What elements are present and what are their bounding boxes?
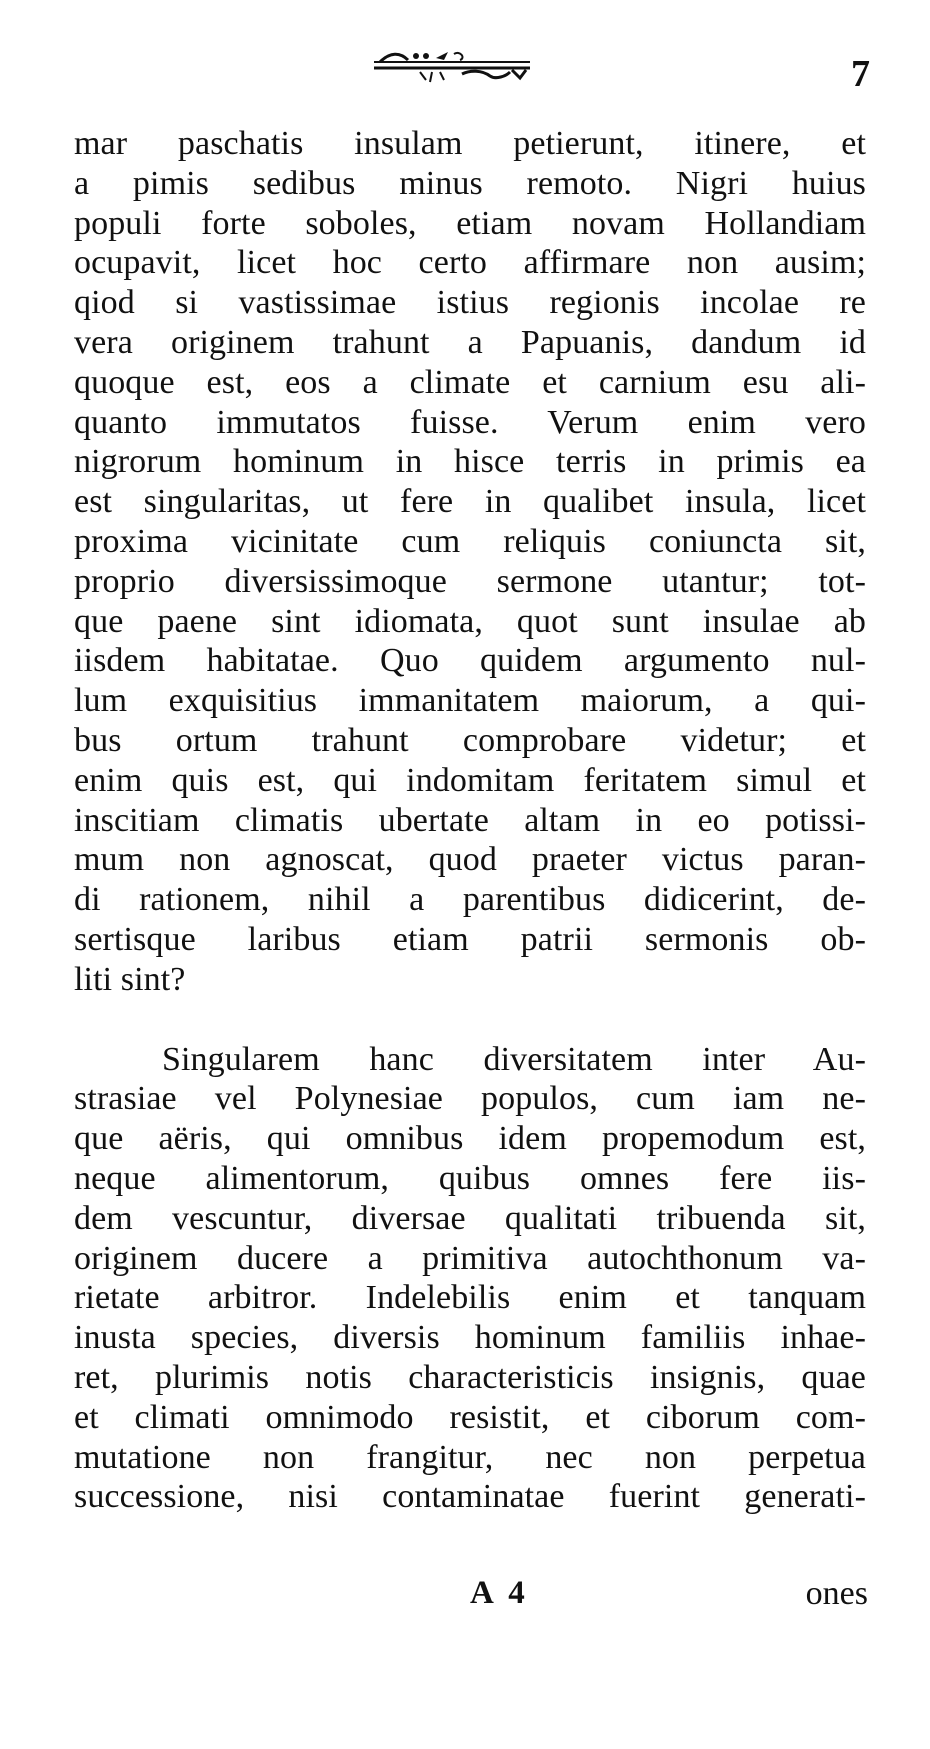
catchword: ones <box>805 1575 868 1612</box>
text-line: nigrorum hominum in hisce terris in primis ea <box>74 443 866 481</box>
text-line: dem vescuntur, diversae qualitati tribuenda sit, <box>74 1199 866 1237</box>
paragraph-gap <box>74 1000 866 1040</box>
text-line: iisdem habitatae. Quo quidem argumento nul- <box>74 642 866 680</box>
text-line: inusta species, diversis hominum familiis inhae- <box>74 1319 866 1357</box>
text-line: mutatione non frangitur, nec non perpetua <box>74 1438 866 1476</box>
text-line: neque alimentorum, quibus omnes fere iis- <box>74 1159 866 1197</box>
text-line: quanto immutatos fuisse. Verum enim vero <box>74 403 866 441</box>
paragraph-2 <box>74 1040 866 1518</box>
text-line: mar paschatis insulam petierunt, itinere, et <box>74 125 866 162</box>
text-line: rietate arbitror. Indelebilis enim et tanquam <box>74 1279 866 1317</box>
text-line: bus ortum trahunt comprobare videtur; et <box>74 721 866 759</box>
text-line: est singularitas, ut fere in qualibet insula, licet <box>74 483 866 521</box>
text-line: quoque est, eos a climate et carnium esu ali- <box>74 363 866 401</box>
signature-mark: A 4 <box>470 1575 529 1611</box>
text-line: vera originem trahunt a Papuanis, dandum id <box>74 323 866 361</box>
text-line: enim quis est, qui indomitam feritatem simul et <box>74 761 866 799</box>
text-line: que aëris, qui omnibus idem propemodum est, <box>74 1120 866 1158</box>
paragraph-1 <box>74 124 866 1000</box>
text-line: strasiae vel Polynesiae populos, cum iam ne- <box>74 1080 866 1118</box>
text-line: populi forte soboles, etiam novam Hollandiam <box>74 204 866 242</box>
text-line: di rationem, nihil a parentibus didicerint, de- <box>74 881 866 919</box>
text-line: originem ducere a primitiva autochthonum va- <box>74 1239 866 1277</box>
text-line: ocupavit, licet hoc certo affirmare non ausim; <box>74 244 866 282</box>
text-line: proprio diversissimoque sermone utantur; tot- <box>74 562 866 600</box>
text-line: successione, nisi contaminatae fuerint generati- <box>74 1478 866 1516</box>
text-line: ret, plurimis notis characteristicis insignis, quae <box>74 1358 866 1396</box>
text-line: sertisque laribus etiam patrii sermonis ob- <box>74 920 866 958</box>
body-text <box>74 124 866 1517</box>
text-line: lum exquisitius immanitatem maiorum, a qui- <box>74 682 866 720</box>
text-line: a pimis sedibus minus remoto. Nigri huius <box>74 164 866 202</box>
text-line: et climati omnimodo resistit, et ciborum com- <box>74 1398 866 1436</box>
text-line: Singularem hanc diversitatem inter Au- <box>162 1040 866 1078</box>
text-line: inscitiam climatis ubertate altam in eo potissi- <box>74 801 866 839</box>
text-line: proxima vicinitate cum reliquis coniuncta sit, <box>74 522 866 560</box>
text-line: mum non agnoscat, quod praeter victus paran- <box>74 841 866 879</box>
text-line: que paene sint idiomata, quot sunt insulae ab <box>74 602 866 640</box>
text-line: liti sint? <box>74 960 186 998</box>
page-number: 7 <box>851 53 870 95</box>
header-ornament <box>370 48 540 90</box>
text-line: qiod si vastissimae istius regionis incolae re <box>74 284 866 322</box>
